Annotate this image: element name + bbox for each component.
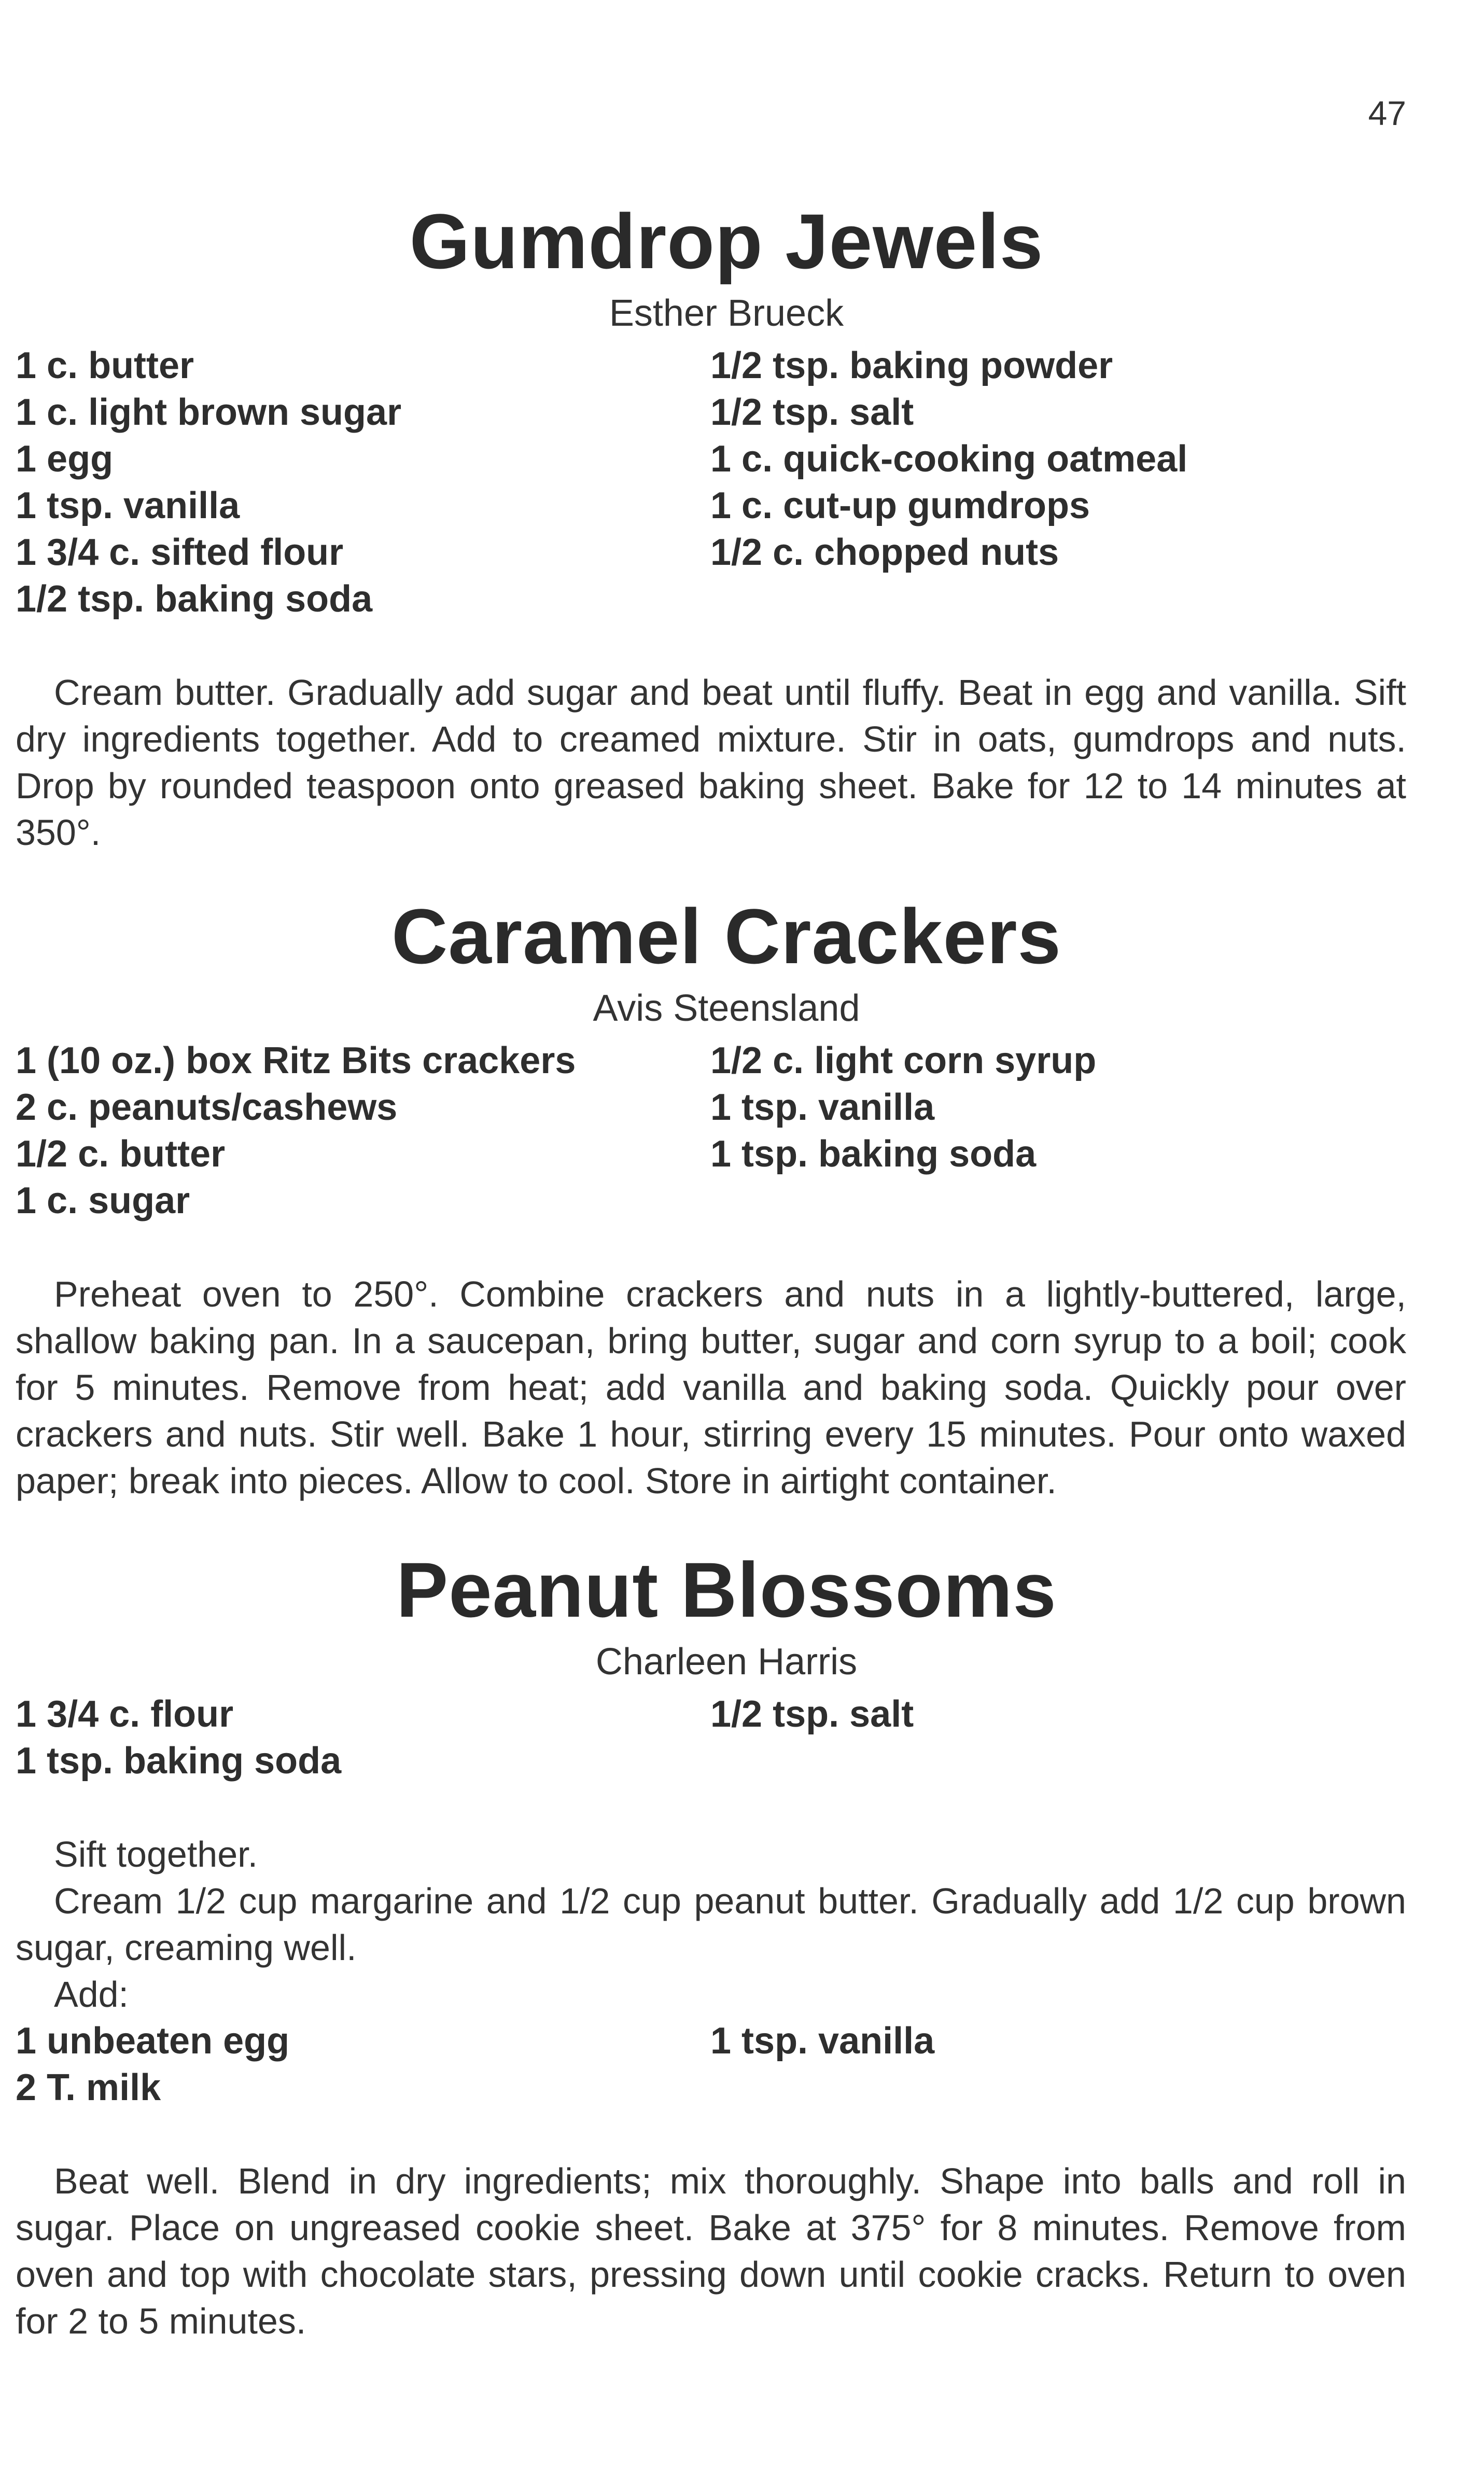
- ingredient: 2 c. peanuts/cashews: [16, 1087, 398, 1128]
- ingredient: 1 c. cut-up gumdrops: [710, 485, 1090, 526]
- ingredient: 1 (10 oz.) box Ritz Bits crackers: [16, 1040, 576, 1081]
- ingredient: 1 unbeaten egg: [16, 2020, 290, 2062]
- ingredient: 1/2 c. chopped nuts: [710, 532, 1059, 573]
- ingredient-list: [16, 1037, 1406, 1224]
- ingredient: 1 c. butter: [16, 345, 194, 386]
- recipe-directions: Beat well. Blend in dry ingredients; mix thoroughly. Shape into balls and roll in sugar. Place on ungreased cookie sheet. Bake at 375° for 8 minutes. Remove from oven and top with chocolate stars, pressing down until cookie cracks. Return to oven for 2 to 5 minutes.: [16, 2161, 1406, 2341]
- ingredient: 1/2 tsp. salt: [710, 392, 914, 433]
- ingredient-column-left: [16, 1691, 710, 1784]
- ingredient: 1/2 c. light corn syrup: [710, 1040, 1097, 1081]
- recipe-author: Charleen Harris: [595, 1641, 858, 1683]
- ingredient-column-right: [710, 1691, 1405, 1784]
- ingredient: 1 c. quick-cooking oatmeal: [710, 438, 1188, 480]
- recipe-caramel-crackers: [16, 893, 1406, 1504]
- ingredient: 1 tsp. vanilla: [710, 1087, 935, 1128]
- recipe-title: Caramel Crackers: [391, 893, 1061, 980]
- ingredient: 1/2 tsp. salt: [710, 1693, 914, 1735]
- ingredient-column-left: [16, 1037, 710, 1224]
- ingredient: 1 c. light brown sugar: [16, 392, 402, 433]
- recipe-step: Add:: [54, 1974, 129, 2015]
- ingredient-list-secondary: [16, 2018, 1406, 2111]
- recipe-directions: Cream butter. Gradually add sugar and beat until fluffy. Beat in egg and vanilla. Sift dry ingredients together. Add to creamed mixture. Stir in oats, gumdrops and nuts. Drop by rounded teaspoon onto greased baking sheet. Bake for 12 to 14 minutes at 350°.: [16, 672, 1406, 853]
- ingredient: 1 tsp. baking soda: [710, 1133, 1037, 1175]
- ingredient: 1 tsp. baking soda: [16, 1740, 342, 1782]
- ingredient: 1/2 c. butter: [16, 1133, 226, 1175]
- ingredient: 2 T. milk: [16, 2067, 161, 2108]
- ingredient: 1 tsp. vanilla: [16, 485, 240, 526]
- ingredient: 1 3/4 c. sifted flour: [16, 532, 344, 573]
- ingredient-column-left: [16, 342, 710, 622]
- recipe-peanut-blossoms: [16, 1546, 1406, 2344]
- recipe-author: Avis Steensland: [593, 988, 860, 1029]
- recipe-title: Peanut Blossoms: [396, 1546, 1057, 1633]
- ingredient: 1 egg: [16, 438, 114, 480]
- recipe-gumdrop-jewels: [16, 198, 1406, 856]
- ingredient-column-right: [710, 342, 1405, 622]
- ingredient: 1/2 tsp. baking powder: [710, 345, 1113, 386]
- page-number: 47: [1368, 94, 1406, 132]
- recipe-title: Gumdrop Jewels: [409, 198, 1044, 285]
- recipe-step: Sift together.: [54, 1834, 258, 1874]
- ingredient-list: [16, 342, 1406, 622]
- recipe-directions: Preheat oven to 250°. Combine crackers and nuts in a lightly-buttered, large, shallow baking pan. In a saucepan, bring butter, sugar and corn syrup to a boil; cook for 5 minutes. Remove from heat; add vanilla and baking soda. Quickly pour over crackers and nuts. Stir well. Bake 1 hour, stirring every 15 minutes. Pour onto waxed paper; break into pieces. Allow to cool. Store in airtight container.: [16, 1274, 1406, 1501]
- ingredient: 1 tsp. vanilla: [710, 2020, 935, 2062]
- ingredient-column-right: [710, 2018, 1405, 2111]
- recipe-author: Esther Brueck: [609, 293, 844, 334]
- ingredient: 1 3/4 c. flour: [16, 1693, 234, 1735]
- ingredient-column-left: [16, 2018, 710, 2111]
- ingredient: 1 c. sugar: [16, 1180, 190, 1221]
- ingredient: 1/2 tsp. baking soda: [16, 578, 373, 620]
- recipe-step: Cream 1/2 cup margarine and 1/2 cup peanut butter. Gradually add 1/2 cup brown sugar, creaming well.: [16, 1881, 1406, 1968]
- ingredient-column-right: [710, 1037, 1405, 1224]
- ingredient-list: [16, 1691, 1406, 1784]
